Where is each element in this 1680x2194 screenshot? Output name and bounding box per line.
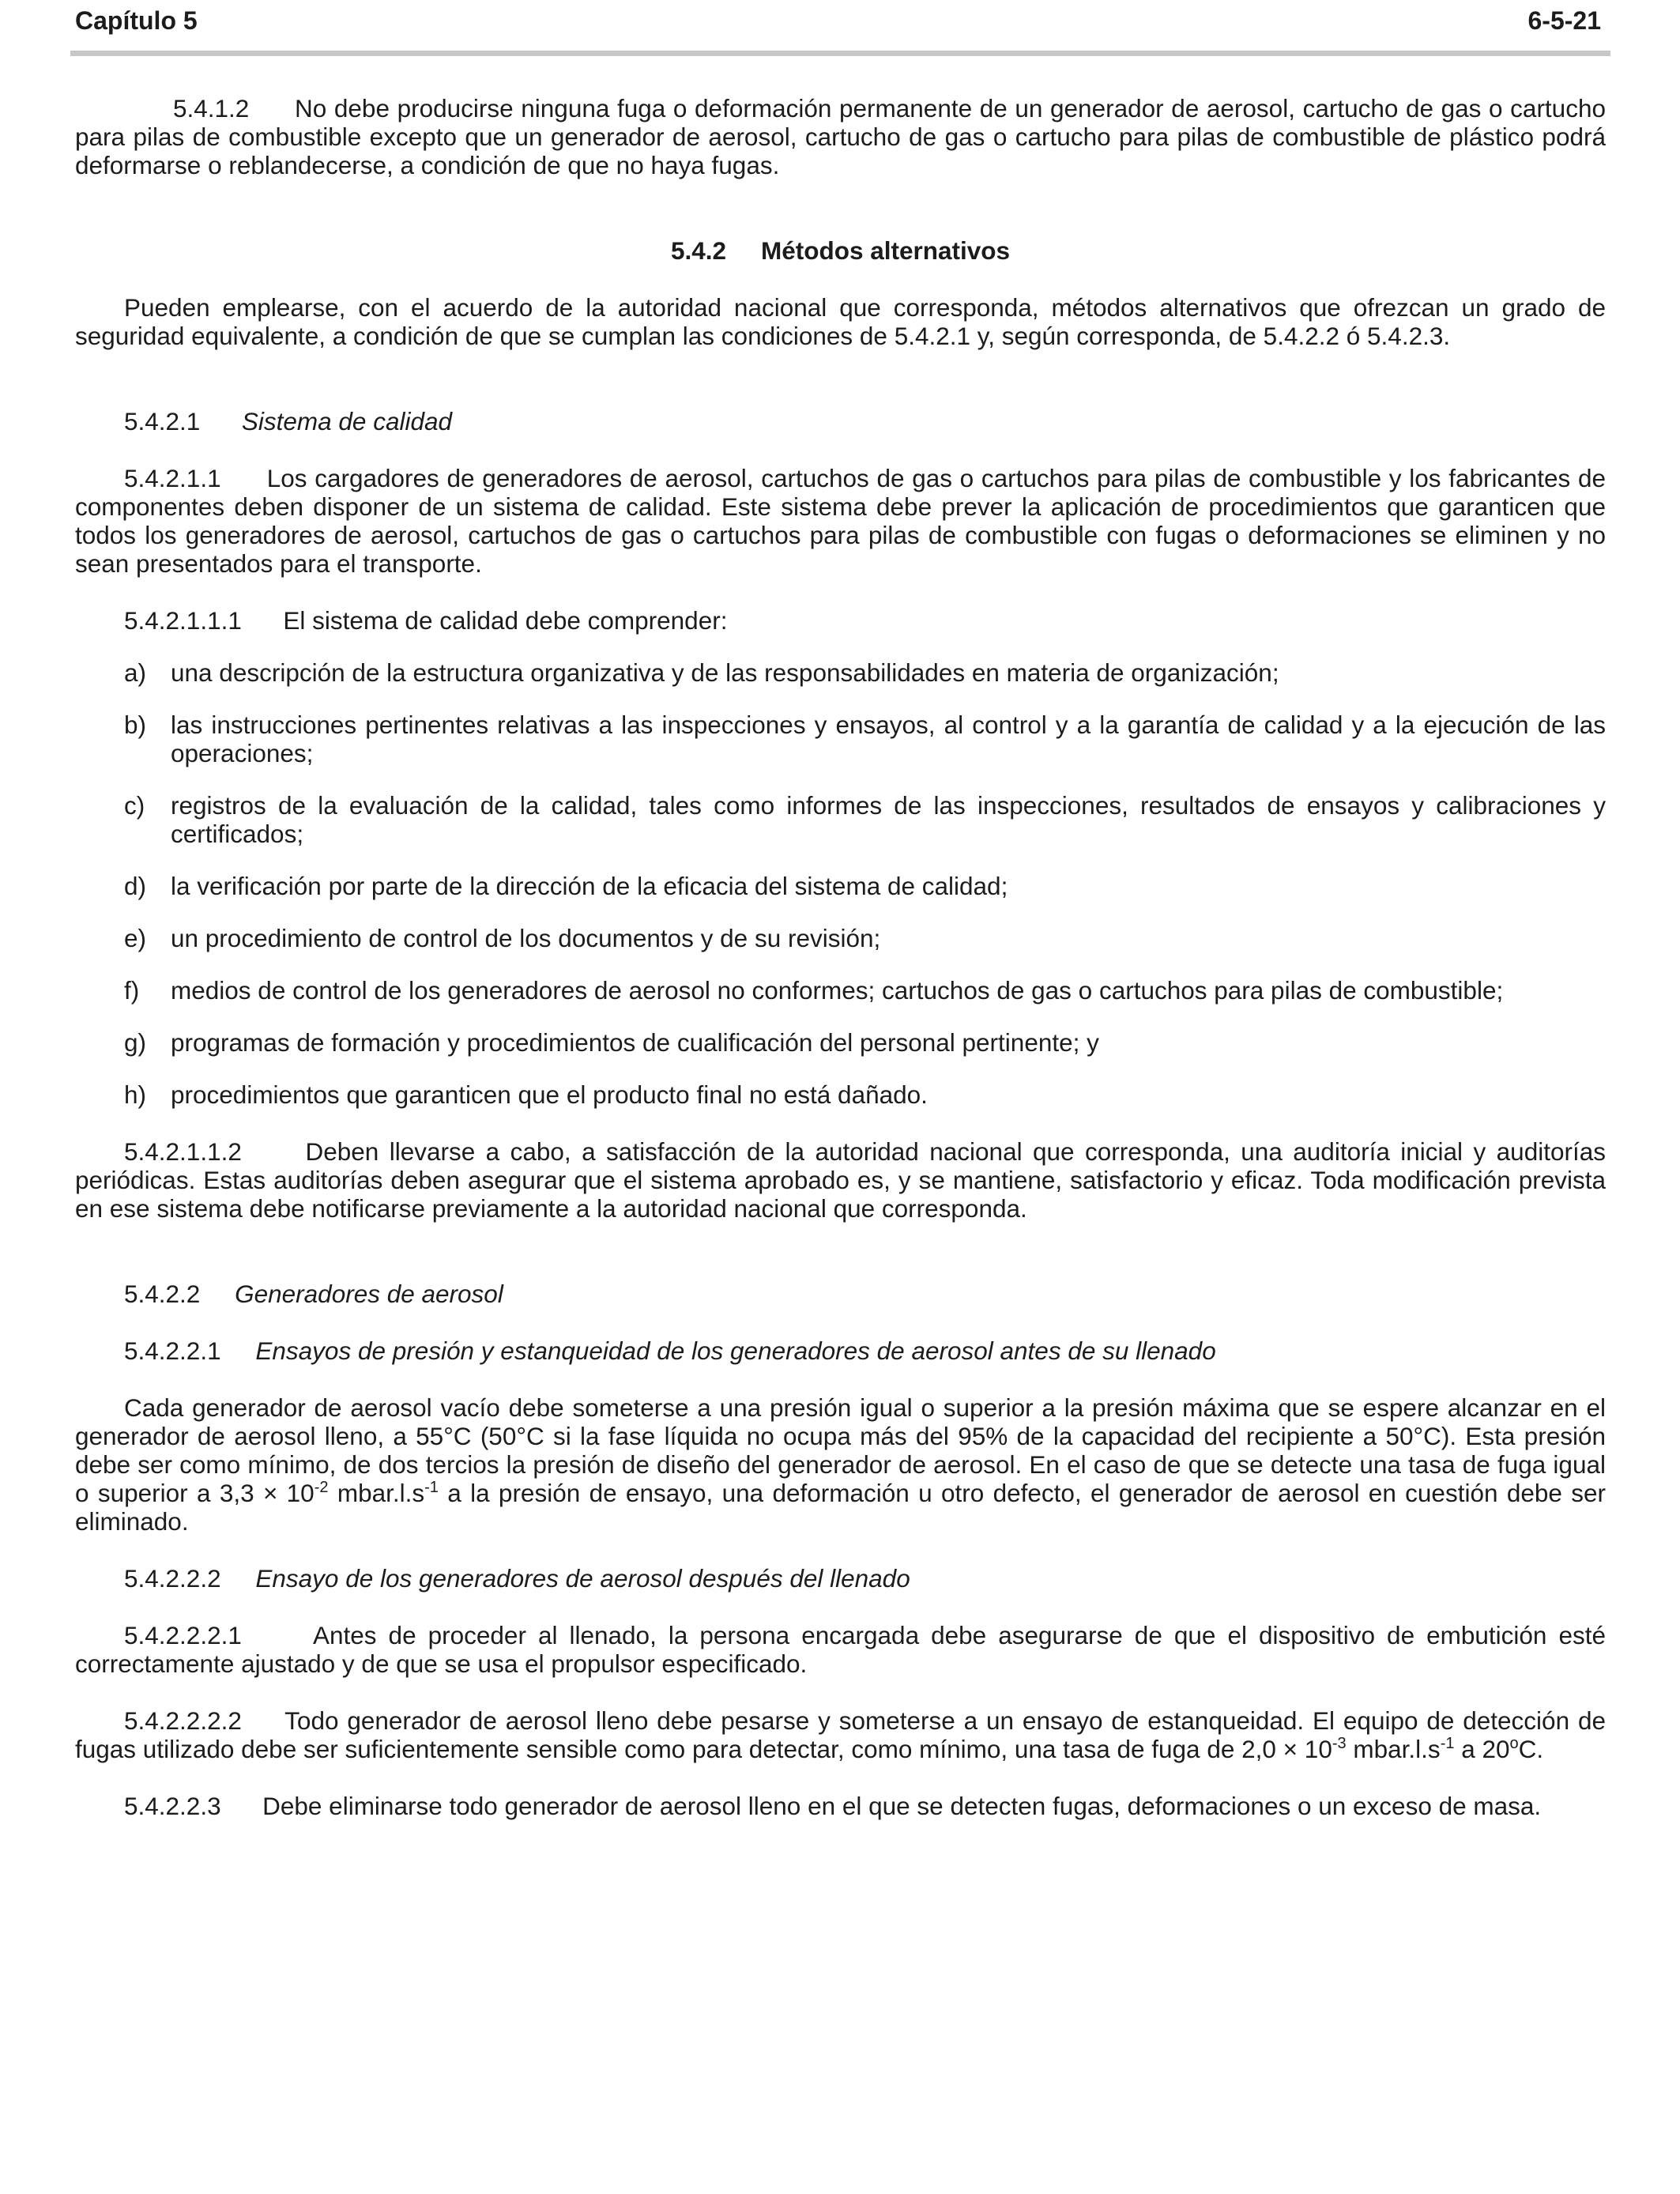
paragraph-number: 5.4.2.1.1.1 [124, 606, 242, 635]
subsection-title: Ensayos de presión y estanqueidad de los generadores de aerosol antes de su llenado [255, 1336, 1216, 1365]
header-divider [70, 51, 1610, 56]
subsection-heading-5-4-2-2-1 [75, 1336, 1606, 1365]
document-body [75, 56, 1606, 1820]
section-number: 5.4.2 [670, 236, 726, 265]
subsection-number: 5.4.2.1 [124, 407, 201, 435]
paragraph-5-4-2-1-1-2 [75, 1137, 1606, 1223]
paragraph-text-part2: mbar.l.s [328, 1479, 425, 1507]
paragraph-number: 5.4.2.2.3 [124, 1792, 221, 1820]
paragraph-5-4-2: Pueden emplearse, con el acuerdo de la autoridad nacional que corresponda, métodos alternativos que ofrezcan un grado de seguridad equivalente, a condición de que se cumplan las condiciones de 5.4.2.1 y, según corresponda, de 5.4.2.2 ó 5.4.2.3. [75, 293, 1606, 350]
list-item-d [75, 872, 1606, 900]
list-text: la verificación por parte de la dirección de la eficacia del sistema de calidad; [171, 872, 1008, 900]
paragraph-number: 5.4.2.1.1.2 [124, 1137, 242, 1166]
subsection-number: 5.4.2.2 [124, 1280, 201, 1308]
paragraph-text-part1: Todo generador de aerosol lleno debe pesarse y someterse a un ensayo de estanqueidad. El equipo de detección de fugas utilizado debe ser suficientemente sensible como para detectar, como mínimo, una tasa de fuga de 2,0 × 10 [75, 1706, 1606, 1763]
subsection-title: Sistema de calidad [241, 407, 453, 435]
list-text: las instrucciones pertinentes relativas a las inspecciones y ensayos, al control y a la garantía de calidad y a la ejecución de las operaciones; [171, 711, 1606, 767]
paragraph-text: El sistema de calidad debe comprender: [283, 606, 728, 635]
superscript: -1 [424, 1479, 439, 1496]
list-text: programas de formación y procedimientos de cualificación del personal pertinente; y [171, 1028, 1099, 1057]
paragraph-text-part1: Cada generador de aerosol vacío debe someterse a una presión igual o superior a la presión máxima que se espere alcanzar en el generador de aerosol lleno, a 55°C (50°C si la fase líquida no ocupa más del 95% de la capacidad del recipiente a 50°C). Esta presión debe ser como mínimo, de dos tercios la presión de diseño del generador de aerosol. En el caso de que se detecte una tasa de fuga igual o superior a 3,3 × 10 [75, 1393, 1606, 1507]
paragraph-number: 5.4.2.2.2.1 [124, 1621, 242, 1649]
page-number: 6-5-21 [1527, 6, 1601, 35]
list-item-a [75, 658, 1606, 687]
list-item-f [75, 976, 1606, 1005]
superscript: -3 [1332, 1735, 1347, 1752]
list-item-e [75, 924, 1606, 952]
paragraph-text-part3: a la presión de ensayo, una deformación u otro defecto, el generador de aerosol en cuestión debe ser eliminado. [75, 1479, 1606, 1536]
list-item-h [75, 1080, 1606, 1109]
subsection-number: 5.4.2.2.2 [124, 1564, 221, 1593]
section-title: Métodos alternativos [761, 236, 1011, 265]
list-item-b [75, 711, 1606, 767]
paragraph-text: Los cargadores de generadores de aerosol, cartuchos de gas o cartuchos para pilas de combustible y los fabricantes de componentes deben disponer de un sistema de calidad. Este sistema debe prever la aplicación de procedimientos que garanticen que todos los generadores de aerosol, cartuchos de gas o cartuchos para pilas de combustible con fugas o deformaciones se eliminen y no sean presentados para el transporte. [75, 464, 1606, 578]
list-text: medios de control de los generadores de aerosol no conformes; cartuchos de gas o cartuchos para pilas de combustible; [171, 976, 1504, 1005]
subsection-heading-5-4-2-2-2 [75, 1564, 1606, 1593]
list-letter: e) [124, 924, 147, 952]
paragraph-5-4-2-1-1-1 [75, 606, 1606, 635]
subsection-title: Ensayo de los generadores de aerosol después del llenado [255, 1564, 910, 1593]
list-letter: d) [124, 872, 147, 900]
subsection-title: Generadores de aerosol [235, 1280, 503, 1308]
paragraph-text: Antes de proceder al llenado, la persona encargada debe asegurarse de que el dispositivo de embutición esté correctamente ajustado y de que se usa el propulsor especificado. [75, 1621, 1607, 1678]
paragraph-number: 5.4.2.2.2.2 [124, 1706, 242, 1735]
paragraph-number: 5.4.1.2 [173, 94, 250, 123]
running-header [75, 0, 1606, 51]
list-text: registros de la evaluación de la calidad, tales como informes de las inspecciones, resultados de ensayos y calibraciones y certificados; [171, 791, 1606, 848]
subsection-heading-5-4-2-1 [75, 407, 1606, 435]
list-letter: c) [124, 791, 145, 820]
paragraph-text-part3: a 20 [1454, 1735, 1510, 1763]
list-text: un procedimiento de control de los documentos y de su revisión; [171, 924, 881, 952]
subsection-number: 5.4.2.2.1 [124, 1336, 221, 1365]
list-letter: g) [124, 1028, 147, 1057]
paragraph-text: Debe eliminarse todo generador de aerosol lleno en el que se detecten fugas, deformaciones o un exceso de masa. [262, 1792, 1542, 1820]
paragraph-5-4-2-2-2-2 [75, 1706, 1606, 1763]
subsection-heading-5-4-2-2 [75, 1280, 1606, 1308]
paragraph-text: No debe producirse ninguna fuga o deformación permanente de un generador de aerosol, cartucho de gas o cartucho para pilas de combustible excepto que un generador de aerosol, cartucho de gas o cartucho para pilas de combustible de plástico podrá deformarse o reblandecerse, a condición de que no haya fugas. [75, 94, 1606, 179]
paragraph-5-4-1-2 [75, 94, 1606, 179]
list-item-g [75, 1028, 1606, 1057]
list-letter: a) [124, 658, 147, 687]
list-text: una descripción de la estructura organizativa y de las responsabilidades en materia de organización; [171, 658, 1279, 687]
superscript: -2 [314, 1479, 329, 1496]
list-text: procedimientos que garanticen que el producto final no está dañado. [171, 1080, 928, 1109]
document-page [75, 0, 1606, 1820]
superscript: o [1509, 1735, 1519, 1752]
paragraph-text-part4: C. [1518, 1735, 1544, 1763]
superscript: -1 [1440, 1735, 1455, 1752]
paragraph-5-4-2-2-3 [75, 1792, 1606, 1820]
list-letter: b) [124, 711, 147, 739]
list-letter: h) [124, 1080, 147, 1109]
paragraph-number: 5.4.2.1.1 [124, 464, 221, 492]
chapter-label: Capítulo 5 [75, 6, 198, 35]
paragraph-5-4-2-2-1 [75, 1393, 1606, 1536]
paragraph-5-4-2-1-1 [75, 464, 1606, 578]
paragraph-5-4-2-2-2-1 [75, 1621, 1606, 1678]
section-heading-5-4-2 [75, 236, 1606, 265]
paragraph-text-part2: mbar.l.s [1346, 1735, 1441, 1763]
list-letter: f) [124, 976, 140, 1005]
paragraph-text: Deben llevarse a cabo, a satisfacción de la autoridad nacional que corresponda, una auditoría inicial y auditorías periódicas. Estas auditorías deben asegurar que el sistema aprobado es, y se mantiene, satisfactorio y eficaz. Toda modificación prevista en ese sistema debe notificarse previamente a la autoridad nacional que corresponda. [75, 1137, 1606, 1223]
list-item-c [75, 791, 1606, 848]
